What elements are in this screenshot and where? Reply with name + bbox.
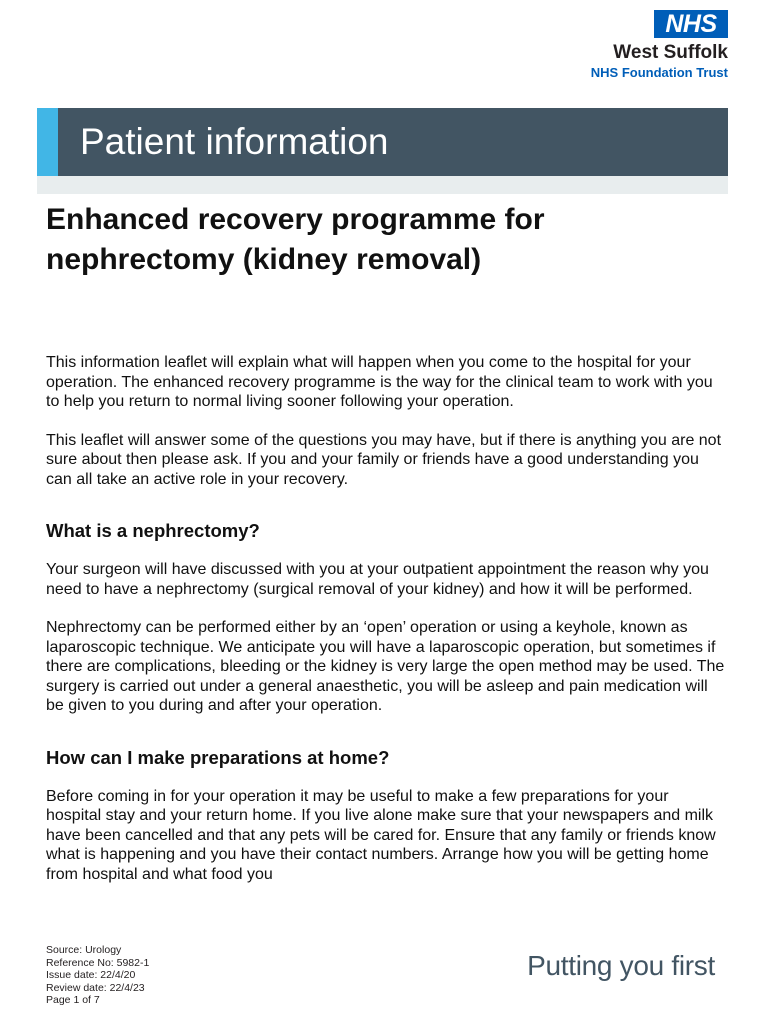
footer-review-date: Review date: 22/4/23 [46,981,145,994]
intro-paragraph-2: This leaflet will answer some of the questions you may have, but if there is anything you are not sure about then please ask. If you and your family or friends have a good understanding you can all take an active role in your recovery. [46,431,722,488]
trust-name: West Suffolk [613,42,728,63]
banner-accent-stripe [37,108,58,176]
section1-paragraph-2: Nephrectomy can be performed either by an ‘open’ operation or using a keyhole, known as laparoscopic technique. We anticipate you will have a laparoscopic operation, but sometimes if there are complications, bleeding or the kidney is very large the open method may be used. The surgery is carried out under a general anaesthetic, you will be asleep and pain medication will be given to you during and after your operation. [46,619,725,714]
section-heading-preparations: How can I make preparations at home? [46,746,390,768]
patient-information-banner [37,108,728,176]
section2-paragraph-1: Before coming in for your operation it may be useful to make a few preparations for your hospital stay and your return home. If you live alone make sure that your newspapers and milk have been cancelled and that any pets will be cared for. Ensure that any family or friends know what is happening and you have their contact numbers. Arrange how you will be getting home from hospital and what food you [46,787,716,883]
document-metadata [46,944,149,1007]
footer-issue-date: Issue date: 22/4/20 [46,969,136,981]
document-title [46,200,726,280]
footer-reference: Reference No: 5982-1 [46,956,150,969]
intro-paragraph-1: This information leaflet will explain what will happen when you come to the hospital for your operation. The enhanced recovery programme is the way for the clinical team to work with you to help you return to normal living sooner following your operation. [46,354,713,410]
footer-page-number: Page 1 of 7 [46,994,100,1006]
trust-subtitle: NHS Foundation Trust [590,65,728,80]
footer-source: Source: Urology [46,944,122,956]
section-heading-what-is-nephrectomy: What is a nephrectomy? [46,520,260,541]
nhs-logo: NHS [654,10,728,38]
banner-title: Patient information [80,121,389,162]
document-body [46,200,726,884]
title-line-1: Enhanced recovery programme for [46,203,545,236]
footer-slogan: Putting you first [527,950,715,981]
title-line-2: nephrectomy (kidney removal) [46,243,482,276]
section1-paragraph-1: Your surgeon will have discussed with you at your outpatient appointment the reason why you need to have a nephrectomy (surgical removal of your kidney) and how it will be performed. [46,561,709,598]
banner-divider [37,176,728,194]
